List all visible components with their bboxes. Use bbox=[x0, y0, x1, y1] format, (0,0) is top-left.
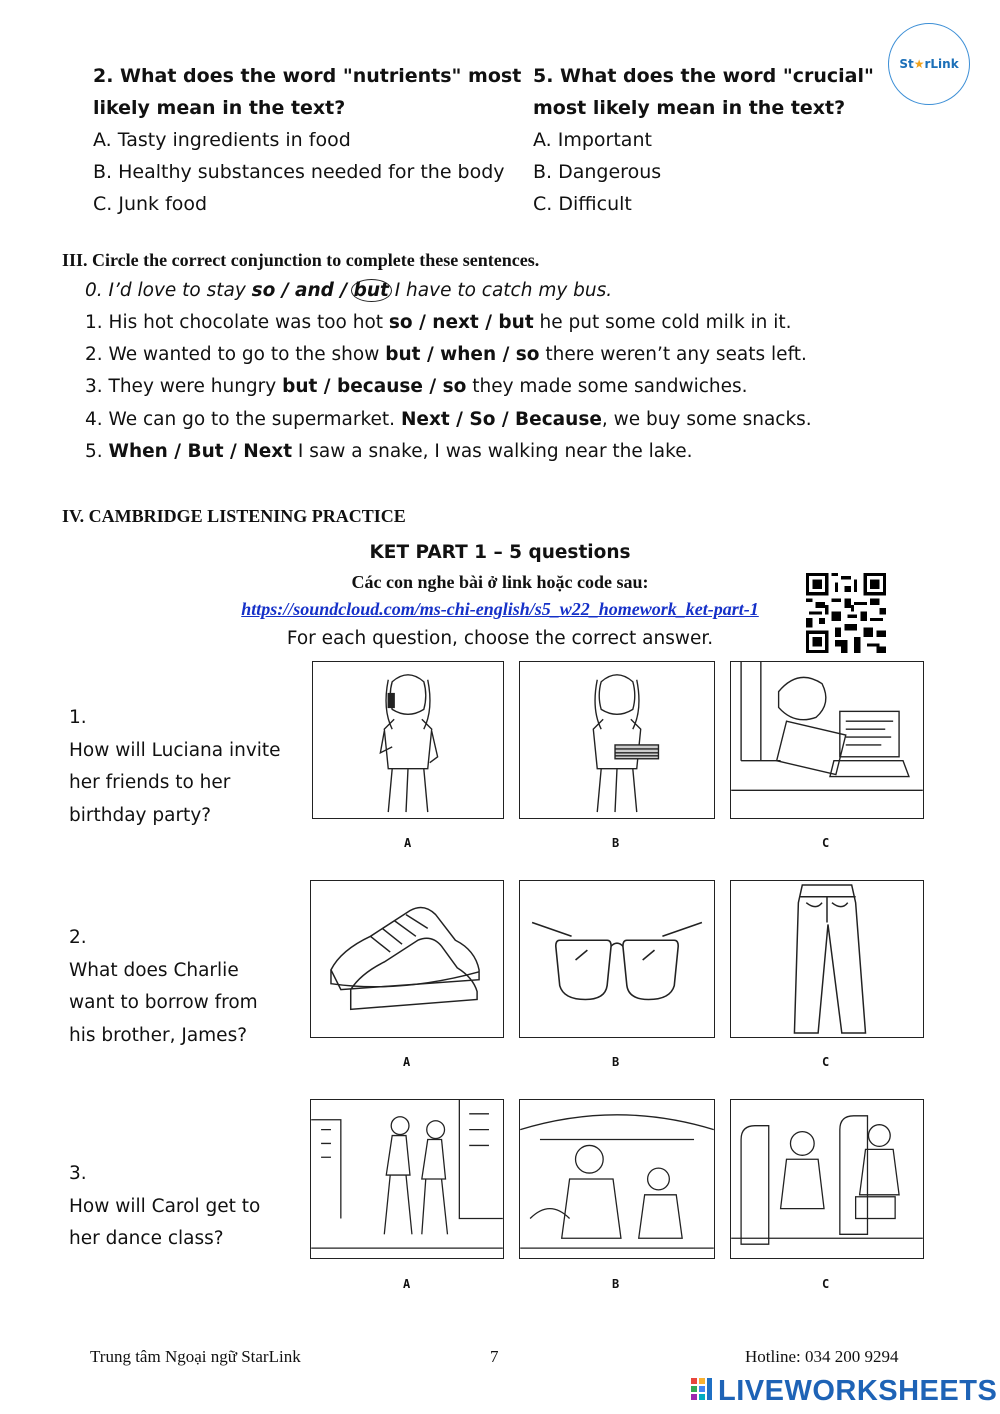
option-label: B bbox=[612, 1277, 620, 1291]
conjunction-choices[interactable]: but / when / so bbox=[385, 344, 540, 365]
sentence-5: 5. When / But / Next I saw a snake, I was walking near the lake. bbox=[85, 441, 693, 462]
option[interactable]: A. Important bbox=[533, 129, 652, 151]
question-number: 3. bbox=[69, 1163, 87, 1184]
listening-instruction-vi: Các con nghe bài ở link hoặc code sau: bbox=[351, 572, 649, 592]
question-text: her friends to her bbox=[69, 772, 231, 793]
option-label: C bbox=[822, 1055, 830, 1069]
picture-1c-computer[interactable] bbox=[730, 661, 924, 819]
option-label: A bbox=[403, 1277, 411, 1291]
section-3-title: III. Circle the correct conjunction to complete these sentences. bbox=[62, 250, 540, 270]
picture-3b-car[interactable] bbox=[519, 1099, 715, 1259]
question-text: 2. What does the word "nutrients" most bbox=[93, 65, 522, 87]
conjunction-choices[interactable]: but / because / so bbox=[282, 376, 467, 397]
question-text: How will Carol get to bbox=[69, 1195, 261, 1217]
footer-center-name: Trung tâm Ngoại ngữ StarLink bbox=[90, 1347, 301, 1366]
sentence-1: 1. His hot chocolate was too hot so / next / but he put some cold milk in it. bbox=[85, 312, 792, 333]
picture-2a-shoes[interactable] bbox=[310, 880, 504, 1038]
question-text: birthday party? bbox=[69, 804, 212, 826]
question-text: likely mean in the text? bbox=[93, 97, 346, 119]
picture-3c-bus[interactable] bbox=[730, 1099, 924, 1259]
example-sentence: 0. I’d love to stay so / and / but I have to catch my bus. bbox=[85, 280, 613, 301]
question-text: How will Luciana invite bbox=[69, 739, 281, 761]
starlink-logo bbox=[888, 23, 970, 105]
question-text: want to borrow from bbox=[69, 992, 258, 1013]
option-label: C bbox=[822, 1277, 830, 1291]
logo-text: St★rLink bbox=[899, 57, 959, 71]
liveworksheets-watermark bbox=[690, 1375, 997, 1407]
conjunction-choices[interactable]: Next / So / Because bbox=[400, 409, 602, 430]
option-label: B bbox=[612, 836, 620, 850]
picture-1b-letters[interactable] bbox=[519, 661, 715, 819]
circled-answer: but bbox=[351, 279, 392, 302]
conjunction-choices[interactable]: so / next / but bbox=[388, 312, 534, 333]
option-label: C bbox=[822, 836, 830, 850]
footer-hotline: Hotline: 034 200 9294 bbox=[745, 1347, 899, 1366]
sentence-4: 4. We can go to the supermarket. Next / So / Because, we buy some snacks. bbox=[85, 409, 812, 430]
question-text: most likely mean in the text? bbox=[533, 97, 846, 119]
picture-2b-glasses[interactable] bbox=[519, 880, 715, 1038]
option[interactable]: B. Healthy substances needed for the body bbox=[93, 161, 505, 183]
option[interactable]: A. Tasty ingredients in food bbox=[93, 129, 351, 151]
section-4-title: IV. CAMBRIDGE LISTENING PRACTICE bbox=[62, 506, 406, 526]
liveworksheets-logo-icon bbox=[690, 1377, 714, 1405]
listening-question-1 bbox=[69, 702, 281, 832]
question-number: 1. bbox=[69, 707, 87, 728]
picture-3a-walking[interactable] bbox=[310, 1099, 504, 1259]
logo-star-icon: ★ bbox=[913, 57, 925, 71]
sentence-2: 2. We wanted to go to the show but / when / so there weren’t any seats left. bbox=[85, 344, 807, 365]
listening-question-3 bbox=[69, 1158, 260, 1256]
vocab-question-5 bbox=[533, 60, 883, 220]
conjunction-choices[interactable]: When / But / Next bbox=[108, 441, 293, 462]
question-text: What does Charlie bbox=[69, 959, 239, 981]
picture-2c-jeans[interactable] bbox=[730, 880, 924, 1038]
qr-code[interactable] bbox=[806, 573, 886, 653]
option[interactable]: C. Difficult bbox=[533, 193, 632, 215]
option[interactable]: C. Junk food bbox=[93, 193, 208, 215]
listening-instruction: For each question, choose the correct answer. bbox=[286, 628, 714, 649]
sentence-3: 3. They were hungry but / because / so they made some sandwiches. bbox=[85, 376, 748, 397]
option-label: A bbox=[403, 1055, 411, 1069]
question-text: her dance class? bbox=[69, 1228, 224, 1249]
watermark-text: LIVEWORKSHEETS bbox=[718, 1374, 998, 1407]
option[interactable]: B. Dangerous bbox=[533, 161, 662, 183]
question-number: 2. bbox=[69, 927, 87, 948]
soundcloud-link[interactable]: https://soundcloud.com/ms-chi-english/s5_w22_homework_ket-part-1 bbox=[241, 599, 759, 619]
listening-question-2 bbox=[69, 922, 258, 1052]
option-label: A bbox=[404, 836, 412, 850]
vocab-question-2 bbox=[93, 60, 523, 220]
picture-1a-phone[interactable] bbox=[312, 661, 504, 819]
question-text: 5. What does the word "crucial" bbox=[533, 65, 874, 87]
question-text: his brother, James? bbox=[69, 1024, 248, 1046]
page-number: 7 bbox=[490, 1347, 499, 1366]
ket-subtitle: KET PART 1 – 5 questions bbox=[369, 542, 631, 563]
option-label: B bbox=[612, 1055, 620, 1069]
